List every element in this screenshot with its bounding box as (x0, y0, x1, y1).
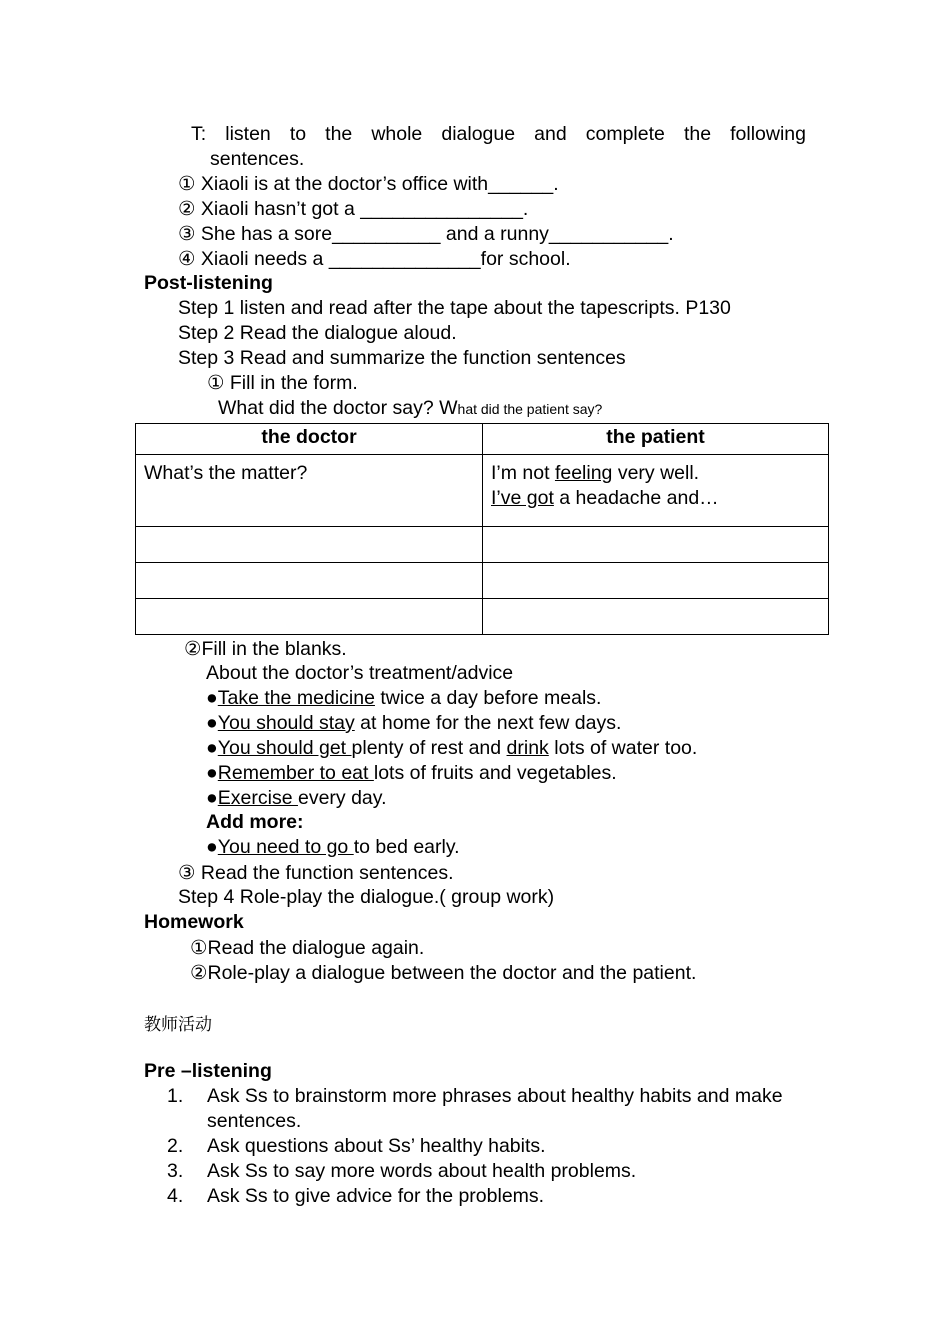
advice-item: ●Exercise every day. (206, 787, 387, 809)
table-row-empty (136, 563, 829, 599)
advice-item: ●You should get plenty of rest and drink lots of water too. (206, 737, 698, 759)
underlined-text: You should get (217, 737, 352, 759)
underlined-text: Take the medicine (217, 687, 375, 709)
homework-heading: Homework (144, 911, 244, 933)
instruction-word: listen (225, 123, 271, 145)
text: twice a day before meals. (374, 687, 602, 709)
list-item-number: 2. (167, 1135, 184, 1157)
text: at home for the next few days. (354, 712, 622, 734)
text: lots of fruits and vegetables. (373, 762, 617, 784)
instruction-line (191, 122, 806, 147)
table-cell-empty (483, 527, 829, 563)
list-item: Ask Ss to say more words about health problems. (207, 1160, 637, 1182)
table-cell-empty (483, 563, 829, 599)
blank-sentence-1: ① Xiaoli is at the doctor’s office with______. (178, 173, 559, 195)
form-question-main: What did the doctor say? W (218, 397, 458, 419)
underlined-text: Exercise (217, 787, 298, 809)
step-2: Step 2 Read the dialogue aloud. (178, 322, 457, 344)
table-cell-empty (136, 599, 483, 635)
underlined-text: You should stay (217, 712, 355, 734)
table-row-empty (136, 527, 829, 563)
homework-item-1: ①Read the dialogue again. (190, 937, 425, 959)
step-3: Step 3 Read and summarize the function sentences (178, 347, 626, 369)
form-question (218, 396, 602, 422)
read-function-label: ③ Read the function sentences. (178, 862, 454, 884)
instruction-word: to (289, 123, 307, 145)
blank-sentence-3: ③ She has a sore__________ and a runny___________. (178, 223, 674, 245)
table-cell-doctor: What’s the matter? (136, 455, 483, 527)
underlined-text: I’ve got (491, 487, 554, 509)
add-more-label: Add more: (206, 811, 304, 833)
instruction-word: whole (371, 123, 423, 145)
list-item-number: 4. (167, 1185, 184, 1207)
underlined-text: feeling (554, 462, 613, 484)
advice-heading: About the doctor’s treatment/advice (206, 662, 514, 684)
form-question-small: hat did the patient say? (457, 401, 603, 417)
list-item-number: 1. (167, 1085, 184, 1107)
homework-item-2: ②Role-play a dialogue between the doctor and the patient. (190, 962, 697, 984)
list-item: Ask questions about Ss’ healthy habits. (207, 1135, 546, 1157)
table-header-patient: the patient (483, 424, 829, 455)
text: every day. (297, 787, 387, 809)
instruction-word: dialogue (441, 123, 516, 145)
step-4: Step 4 Role-play the dialogue.( group work) (178, 886, 555, 908)
instruction-word: complete (585, 123, 665, 145)
advice-item-more: ●You need to go to bed early. (206, 836, 460, 858)
table-cell-empty (483, 599, 829, 635)
table-header-doctor: the doctor (136, 424, 483, 455)
table-cell-empty (136, 527, 483, 563)
instruction-word: the (683, 123, 712, 145)
text: I’m not (491, 462, 555, 484)
list-item-continuation: sentences. (207, 1110, 302, 1132)
table-row (136, 455, 829, 527)
doctor-patient-table (135, 423, 829, 635)
teacher-activity-heading: 教师活动 (144, 1015, 212, 1034)
instruction-continuation: sentences. (210, 148, 305, 170)
blank-sentence-4: ④ Xiaoli needs a ______________for school. (178, 248, 571, 270)
instruction-word: the (325, 123, 353, 145)
underlined-text: Remember to eat (217, 762, 374, 784)
instruction-word: following (730, 123, 806, 145)
instruction-word: and (534, 123, 567, 145)
patient-line-1 (491, 461, 820, 486)
underlined-text: drink (506, 737, 549, 759)
instruction-word: T: (191, 123, 207, 145)
text: very well. (612, 462, 700, 484)
fill-blanks-label: ②Fill in the blanks. (184, 638, 347, 660)
underlined-text: You need to go (217, 836, 354, 858)
pre-listening-heading: Pre –listening (144, 1060, 272, 1082)
fill-form-label: ① Fill in the form. (207, 372, 358, 394)
post-listening-heading: Post-listening (144, 272, 273, 294)
list-item-number: 3. (167, 1160, 184, 1182)
text: to bed early. (353, 836, 460, 858)
list-item: Ask Ss to brainstorm more phrases about healthy habits and make (207, 1085, 783, 1107)
text: a headache and… (553, 487, 719, 509)
blank-sentence-2: ② Xiaoli hasn’t got a _______________. (178, 198, 529, 220)
advice-item: ●You should stay at home for the next few days. (206, 712, 622, 734)
table-cell-empty (136, 563, 483, 599)
table-cell-patient (483, 455, 829, 527)
patient-line-2 (491, 486, 820, 511)
text: plenty of rest and (351, 737, 507, 759)
advice-item: ●Remember to eat lots of fruits and vegetables. (206, 762, 617, 784)
step-1: Step 1 listen and read after the tape about the tapescripts. P130 (178, 297, 731, 319)
table-row-empty (136, 599, 829, 635)
advice-item: ●Take the medicine twice a day before meals. (206, 687, 602, 709)
list-item: Ask Ss to give advice for the problems. (207, 1185, 545, 1207)
table-header-row (136, 424, 829, 455)
text: lots of water too. (548, 737, 698, 759)
